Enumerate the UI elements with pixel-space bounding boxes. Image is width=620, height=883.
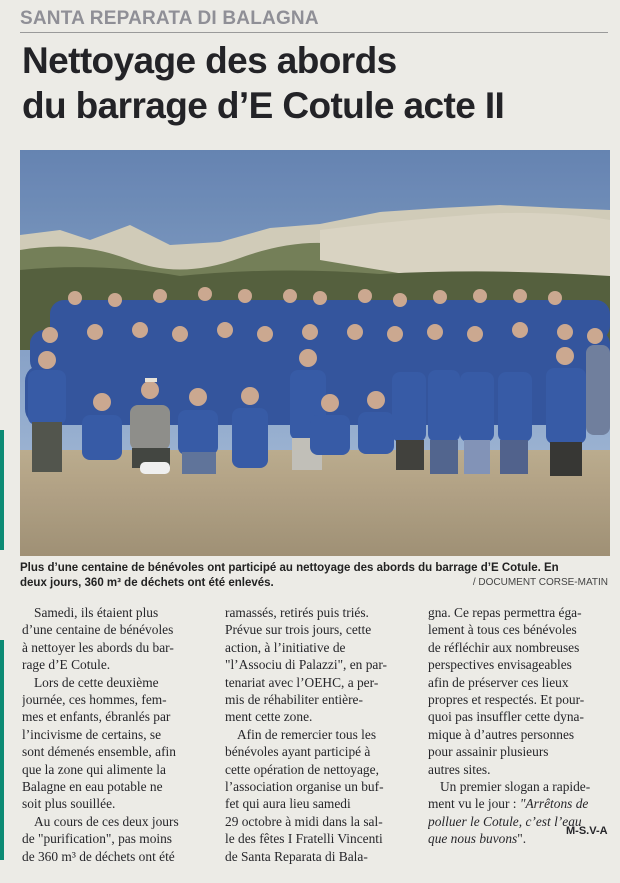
slogan-quote-end: que nous buvons [428, 831, 518, 847]
column-line: rage d’E Cotule. [22, 657, 111, 673]
volunteers-photo-illustration [20, 150, 610, 556]
column-line: journée, ces hommes, fem- [22, 692, 167, 708]
column-line: de réfléchir aux nombreuses [428, 639, 580, 655]
column-line: quoi pas insuffler cette dyna- [428, 709, 584, 725]
slogan-line: polluer le Cotule, c’est l’eau [428, 813, 582, 829]
slogan-lead: ment vu le jour : [428, 796, 520, 812]
article-headline [22, 38, 602, 128]
column-line: "l’Associu di Palazzi", en par- [225, 657, 388, 673]
column-line: de "purification", pas moins [22, 831, 173, 847]
column-line: cette opération de nettoyage, [225, 761, 379, 777]
slogan-close: ". [517, 831, 527, 847]
article-photo [20, 150, 610, 556]
column-line: action, à l’initiative de [225, 639, 346, 655]
headline-line-1: Nettoyage des abords [22, 40, 397, 81]
column-line: que la zone qui alimente la [22, 761, 166, 777]
column-line: tenariat avec l’OEHC, a per- [225, 674, 379, 690]
section-title: SANTA REPARATA DI BALAGNA [20, 8, 319, 29]
column-line: mis de réhabiliter entière- [225, 692, 363, 708]
column-line: le des fêtes I Fratelli Vincenti [225, 831, 383, 847]
margin-color-mark [0, 430, 4, 550]
column-line: d’une centaine de bénévoles [22, 622, 174, 638]
column-line: Lors de cette deuxième [34, 674, 159, 690]
article-column-3 [428, 604, 614, 848]
column-line: sont démenés ensemble, afin [22, 744, 176, 760]
column-line: ment cette zone. [225, 709, 313, 725]
column-line: afin de préserver ces lieux [428, 674, 569, 690]
column-line: perspectives envisageables [428, 657, 572, 673]
column-line: à nettoyer les abords du bar- [22, 639, 174, 655]
article-column-2 [225, 604, 415, 865]
column-line: Samedi, ils étaient plus [34, 605, 159, 620]
section-rule [20, 32, 608, 33]
column-line: 29 octobre à midi dans la sal- [225, 813, 383, 829]
headline-line-2: du barrage d’E Cotule acte II [22, 85, 505, 126]
column-line: de 360 m³ de déchets ont été [22, 848, 175, 864]
column-line: mique à d’autres personnes [428, 726, 575, 742]
caption-line-1: Plus d’une centaine de bénévoles ont participé au nettoyage des abords du barrage d’E Cotule. En [20, 562, 559, 574]
column-line: Prévue sur trois jours, cette [225, 622, 372, 638]
column-line: Au cours de ces deux jours [34, 813, 179, 829]
column-line: de Santa Reparata di Bala- [225, 848, 368, 864]
article-column-1 [22, 604, 212, 865]
slogan-quote-start: "Arrêtons de [519, 796, 589, 812]
margin-color-mark-lower [0, 640, 4, 860]
column-line: lement à tous ces bénévoles [428, 622, 577, 638]
column-line: gna. Ce repas permettra éga- [428, 605, 582, 620]
column-line: propres et respectés. Et pour- [428, 692, 585, 708]
column-line: l’incivisme de certains, se [22, 726, 162, 742]
caption-line-2: deux jours, 360 m³ de déchets ont été enlevés. [20, 577, 274, 589]
column-line: autres sites. [428, 761, 491, 777]
author-signature: M-S.V-A [566, 825, 608, 837]
column-line: l’association organise un buf- [225, 779, 384, 795]
column-line-slogan-start [428, 795, 614, 812]
column-line: mes et enfants, ébranlés par [22, 709, 171, 725]
column-line: Afin de remercier tous les [237, 726, 377, 742]
column-line: Un premier slogan a rapide- [440, 779, 591, 795]
column-line: bénévoles ayant participé à [225, 744, 371, 760]
column-line: soit plus souillée. [22, 796, 116, 812]
column-line: Balagne en eau potable ne [22, 779, 163, 795]
column-line: pour assainir plusieurs [428, 744, 549, 760]
photo-credit: / DOCUMENT CORSE-MATIN [472, 577, 608, 588]
column-line: ramassés, retirés puis triés. [225, 605, 369, 620]
column-line: fet qui aura lieu samedi [225, 796, 351, 812]
